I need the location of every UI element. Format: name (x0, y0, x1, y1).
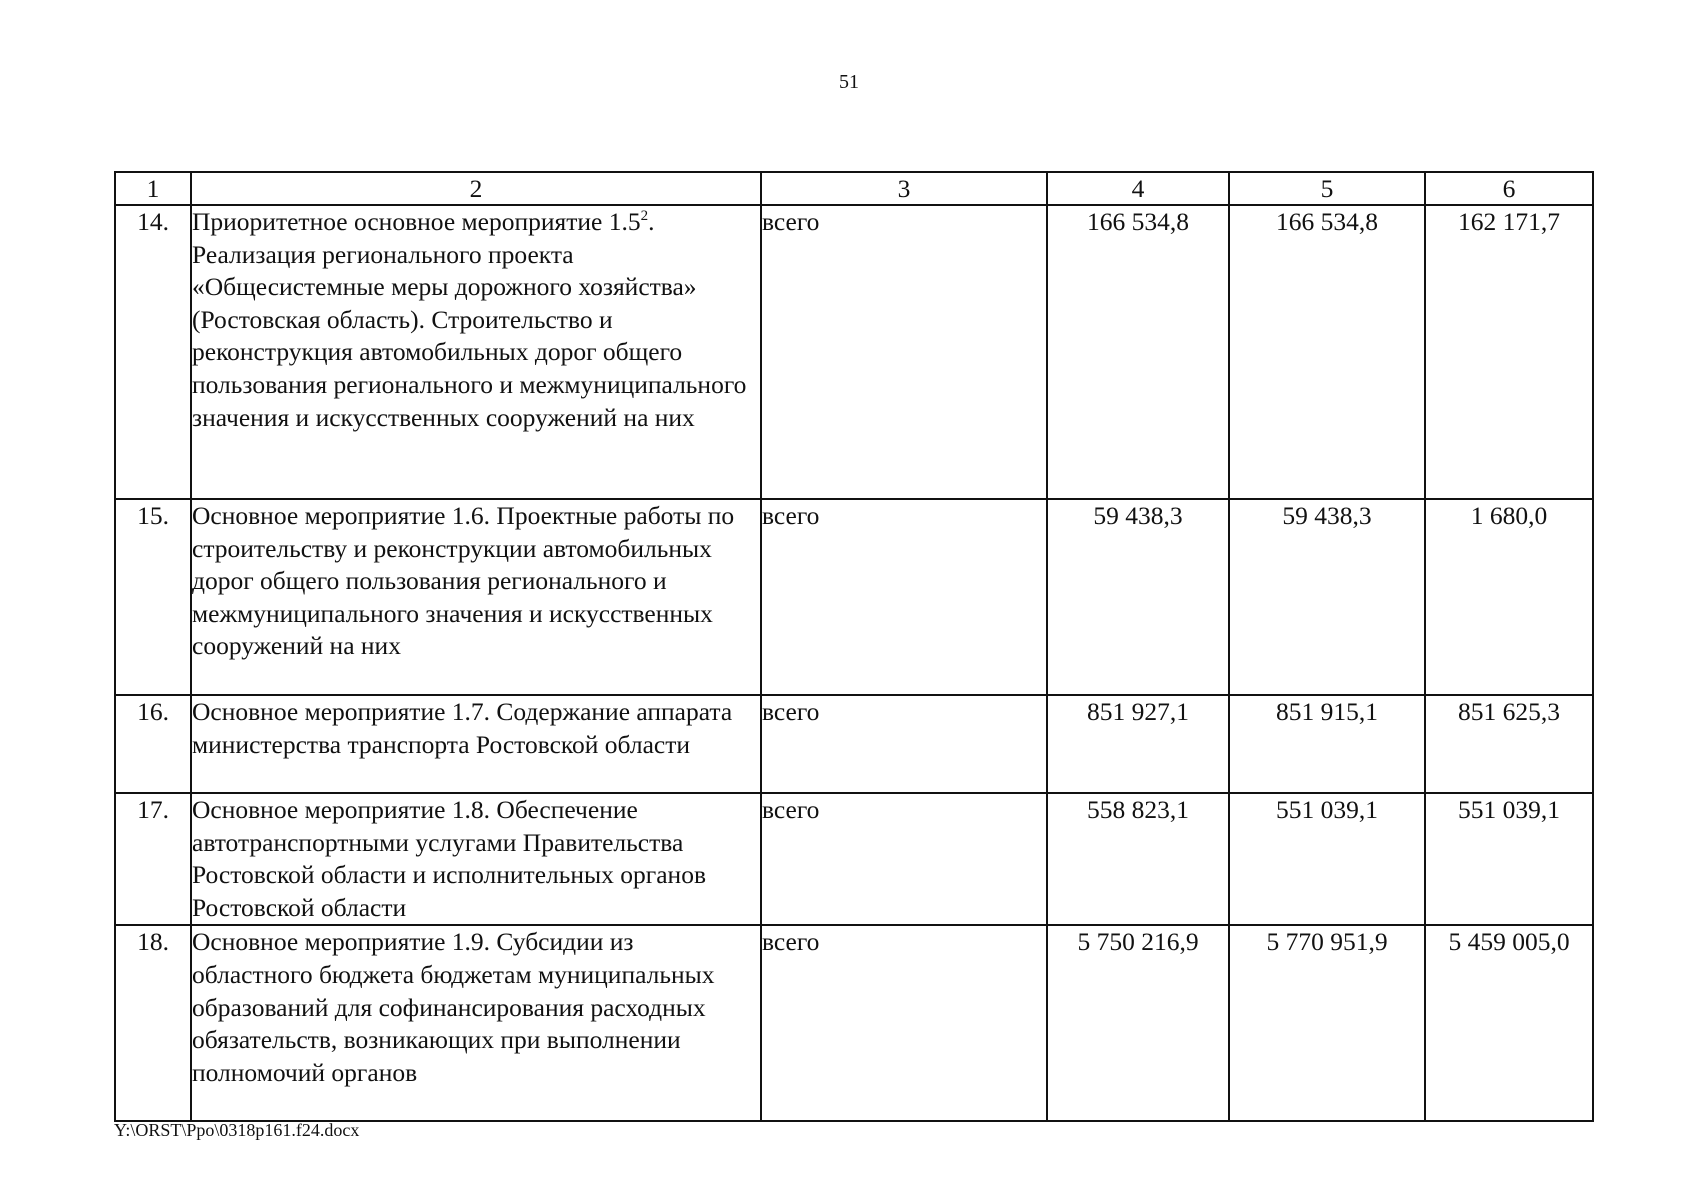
funding-source: всего (761, 695, 1047, 793)
activity-name: Основное мероприятие 1.6. Проектные работы по строительству и реконструкции автомобильных дорог общего пользования регионального и межмуниципального значения и искусственных сооружений на них (191, 499, 761, 695)
value-col-5: 851 915,1 (1229, 695, 1425, 793)
table-row (115, 499, 1593, 695)
funding-source: всего (761, 205, 1047, 499)
table-header-row (115, 172, 1593, 205)
footnote-mark: 2 (640, 208, 649, 224)
page-number: 51 (839, 71, 859, 93)
activity-name: Основное мероприятие 1.7. Содержание аппарата министерства транспорта Ростовской области (191, 695, 761, 793)
funding-source: всего (761, 499, 1047, 695)
table-row (115, 695, 1593, 793)
row-number: 14. (115, 205, 191, 499)
funding-source: всего (761, 925, 1047, 1121)
budget-table (114, 171, 1594, 1122)
header-col-6: 6 (1425, 172, 1593, 205)
header-col-4: 4 (1047, 172, 1229, 205)
row-number: 17. (115, 793, 191, 925)
row-number: 16. (115, 695, 191, 793)
value-col-5: 166 534,8 (1229, 205, 1425, 499)
value-col-4: 5 750 216,9 (1047, 925, 1229, 1121)
file-path-footer: Y:\ORST\Ppo\0318p161.f24.docx (114, 1120, 360, 1140)
header-col-3: 3 (761, 172, 1047, 205)
activity-name-text-cont: . Реализация регионального проекта «Общесистемные меры дорожного хозяйства» (Ростовская область). Строительство и реконструкция автомобильных дорог общего пользования регионального и межмуниципального значения и искусственных сооружений на них (192, 207, 747, 432)
value-col-6: 851 625,3 (1425, 695, 1593, 793)
row-number: 18. (115, 925, 191, 1121)
activity-name-text: Приоритетное основное мероприятие 1.5 (192, 207, 641, 236)
value-col-6: 162 171,7 (1425, 205, 1593, 499)
table-row (115, 925, 1593, 1121)
funding-source: всего (761, 793, 1047, 925)
row-number: 15. (115, 499, 191, 695)
value-col-4: 59 438,3 (1047, 499, 1229, 695)
value-col-5: 59 438,3 (1229, 499, 1425, 695)
value-col-6: 5 459 005,0 (1425, 925, 1593, 1121)
table-row (115, 793, 1593, 925)
header-col-5: 5 (1229, 172, 1425, 205)
value-col-5: 551 039,1 (1229, 793, 1425, 925)
value-col-6: 1 680,0 (1425, 499, 1593, 695)
value-col-4: 558 823,1 (1047, 793, 1229, 925)
header-col-1: 1 (115, 172, 191, 205)
table-row (115, 205, 1593, 499)
activity-name (191, 205, 761, 499)
value-col-6: 551 039,1 (1425, 793, 1593, 925)
activity-name: Основное мероприятие 1.9. Субсидии из областного бюджета бюджетам муниципальных образований для софинансирования расходных обязательств, возникающих при выполнении полномочий органов (191, 925, 761, 1121)
value-col-5: 5 770 951,9 (1229, 925, 1425, 1121)
value-col-4: 166 534,8 (1047, 205, 1229, 499)
header-col-2: 2 (191, 172, 761, 205)
activity-name: Основное мероприятие 1.8. Обеспечение автотранспортными услугами Правительства Ростовской области и исполнительных органов Ростовской области (191, 793, 761, 925)
value-col-4: 851 927,1 (1047, 695, 1229, 793)
